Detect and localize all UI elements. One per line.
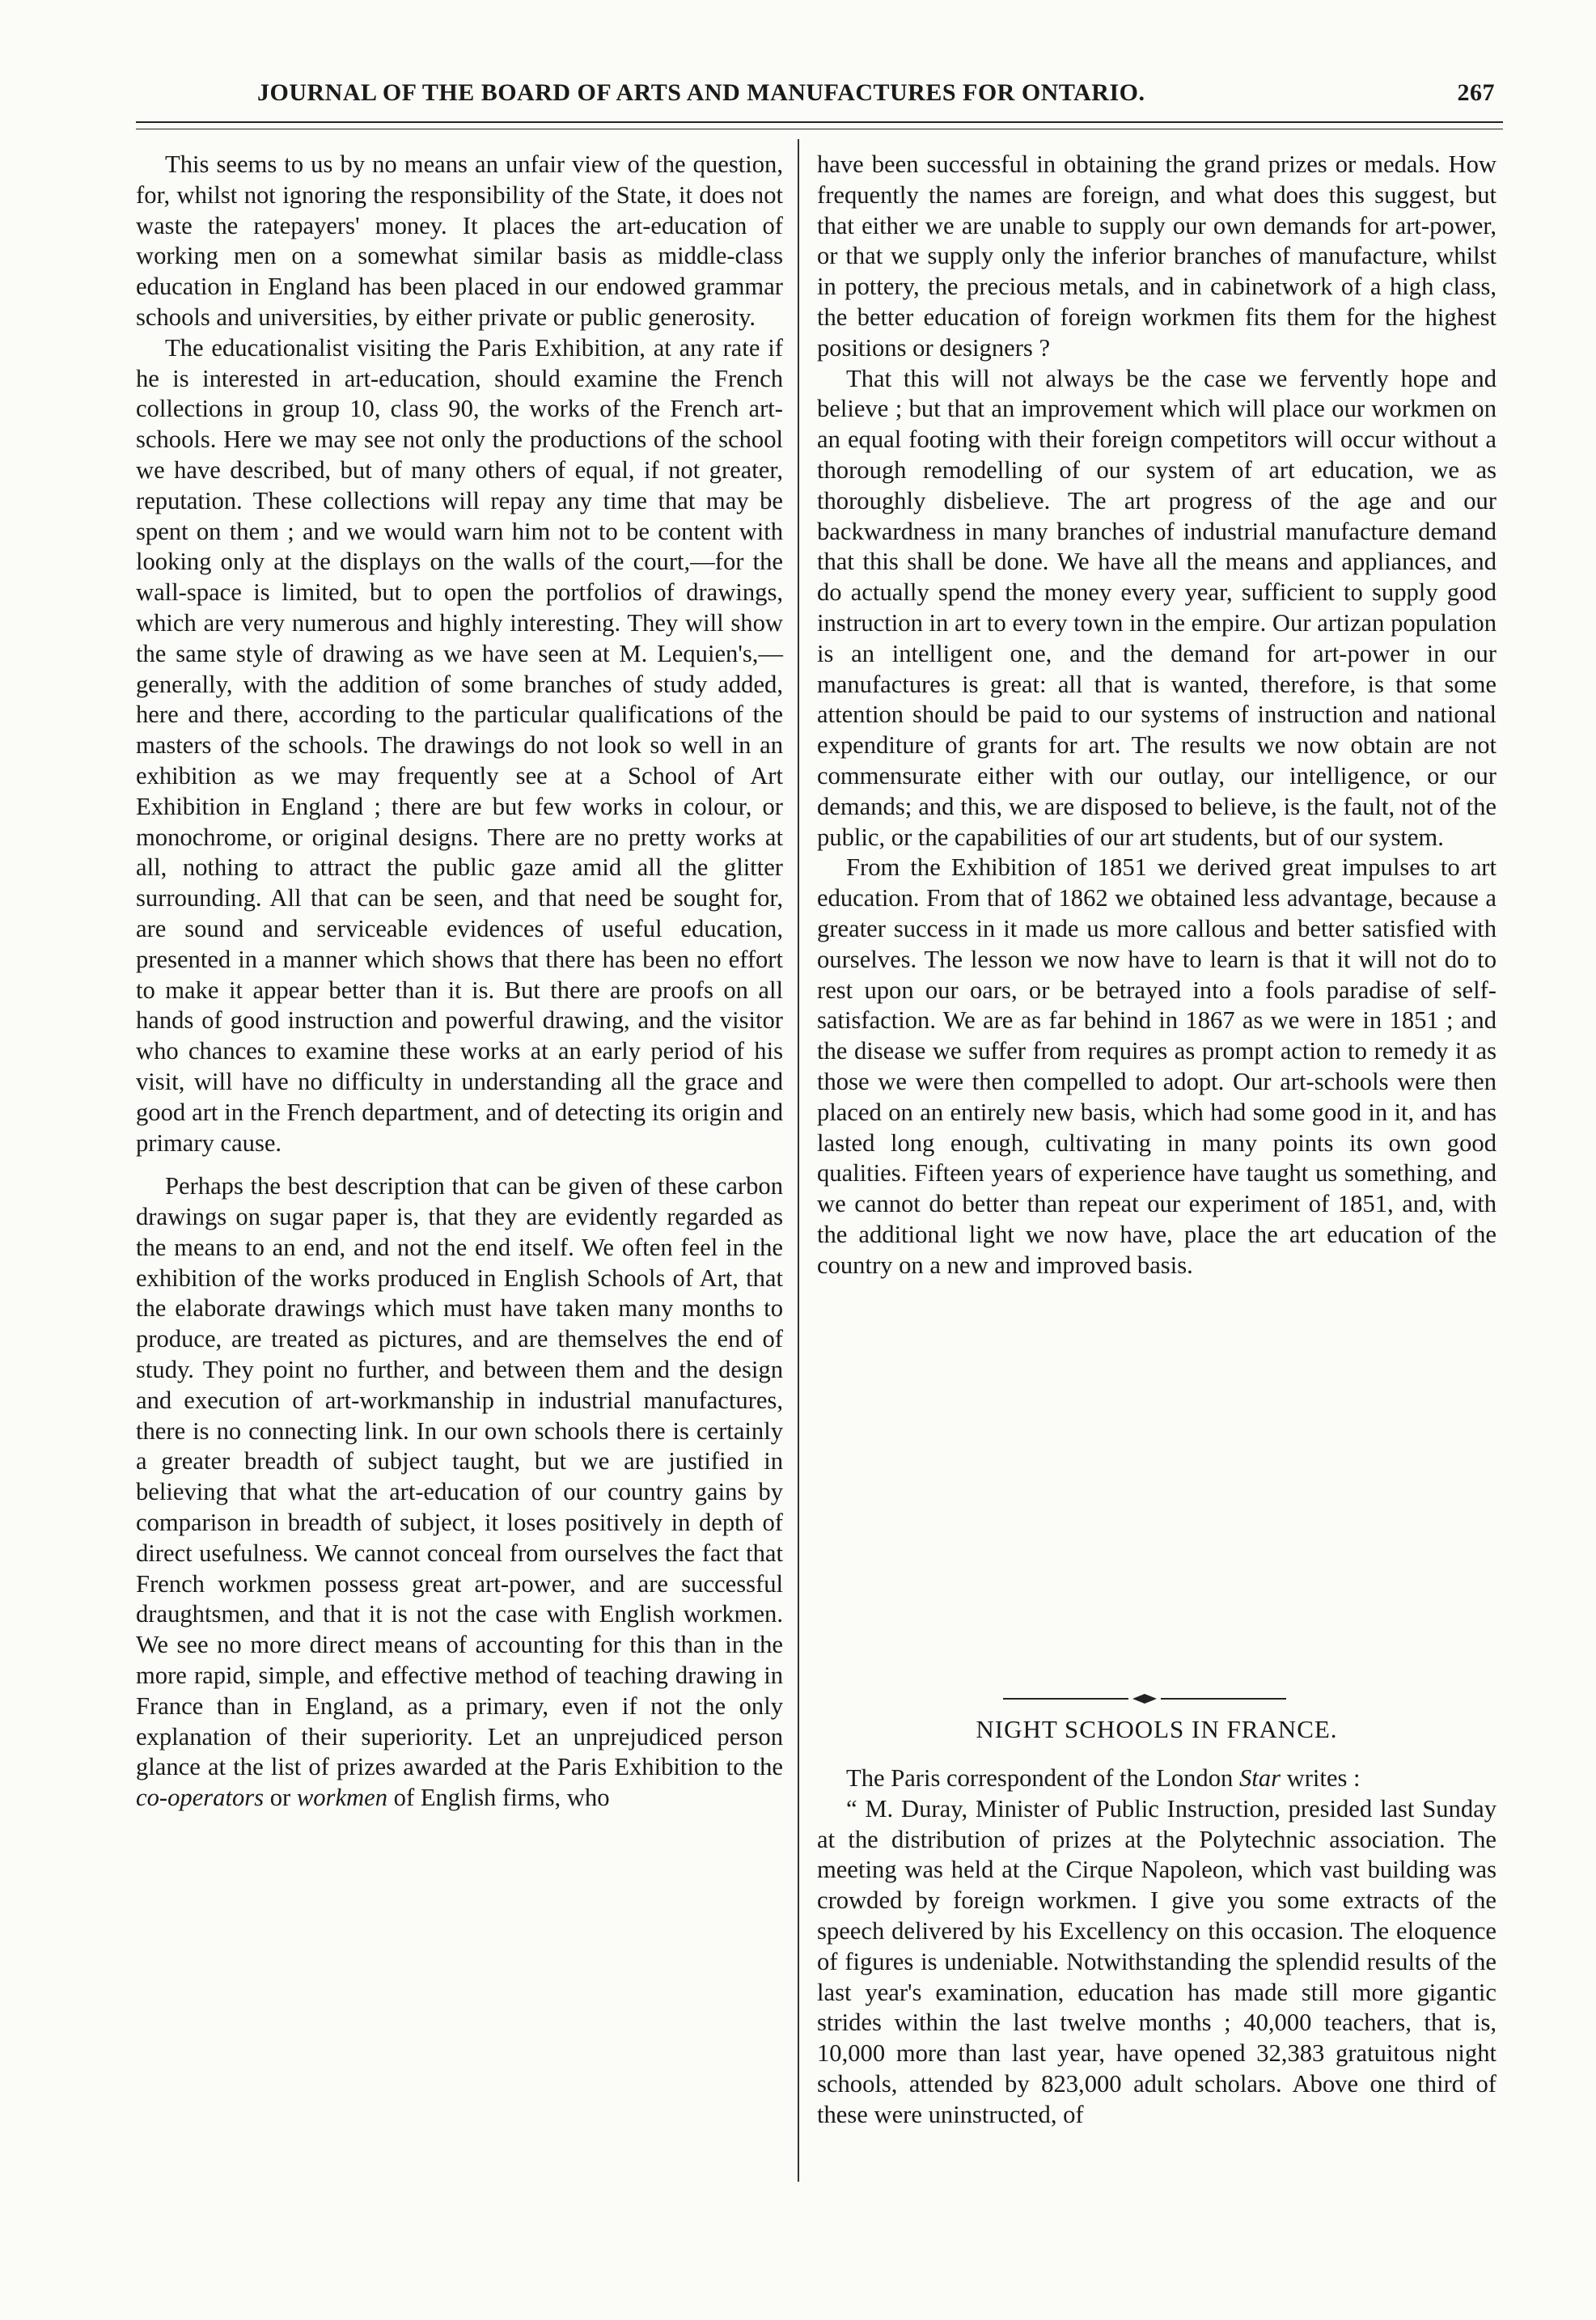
paragraph: Perhaps the best description that can be given of these carbon drawings on sugar paper is, that they are evidently regarded as the means to an end, and not the end itself. We often feel in the exhibition of the works produced in English Schools of Art, that the elaborate drawings which must have taken many months to produce, are treated as pictures, and are themselves the end of study. They point no further, and between them and the design and execution of art-workmanship in industrial manufactures, there is no connecting link. In our own schools there is certainly a greater breadth of subject taught, but we are justified in believing that what the art-education of our country gains by comparison in breadth of subject, it loses positively in depth of direct usefulness. We cannot conceal from ourselves the fact that French workmen possess great art-power, and are successful draughtsmen, and that it is not the case with English workmen. We see no more direct means of accounting for this than in the more rapid, simple, and effective method of teaching drawing in France than in England, as a primary, even if not the only explanation of their superiority. Let an unprejudiced person glance at the list of prizes awarded at the Paris Exhibition to the co-operators or workmen of English firms, who (136, 1172, 783, 1812)
emphasis: workmen (296, 1784, 388, 1812)
emphasis: co-operators (136, 1784, 265, 1812)
right-column (817, 150, 1497, 1281)
paragraph: The educationalist visiting the Paris Exhibition, at any rate if he is interested in art-education, should examine the French collections in group 10, class 90, the works of the French art-schools. Here we may see not only the productions of the school we have described, but of many others of equal, if not greater, reputation. These collections will repay any time that may be spent on them ; and we would warn him not to be content with looking only at the displays on the walls of the court,—for the wall-space is limited, but to open the portfolios of drawings, which are very numerous and highly interesting. They will show the same style of drawing as we have seen at M. Lequien's,—generally, with the addition of some branches of study added, here and there, according to the particular qualifications of the masters of the schools. The drawings do not look so well in an exhibition as we may frequently see at a School of Art Exhibition in England ; there are but few works in colour, or monochrome, or original designs. There are no pretty works at all, nothing to attract the public gaze amid all the glitter surrounding. All that can be seen, and that need be sought for, are sound and serviceable evidences of useful education, presented in a manner which shows that there has been no effort to make it appear better than it is. But there are proofs on all hands of good instruction and powerful drawing, and the visitor who chances to examine these works at an early period of his visit, will have no difficulty in understanding all the grace and good art in the French department, and of detecting its origin and primary cause. (136, 333, 783, 1157)
left-column (136, 150, 783, 1814)
section-separator (1003, 1693, 1286, 1704)
newspaper-name: Star (1238, 1764, 1281, 1792)
paragraph: This seems to us by no means an unfair view of the question, for, whilst not ignoring the responsibility of the State, it does not waste the ratepayers' money. It places the art-education of working men on a somewhat similar basis as middle-class education in England has been placed in our endowed grammar schools and universities, by either private or public generosity. (136, 150, 783, 331)
paragraph: That this will not always be the case we fervently hope and believe ; but that an improvement which will place our workmen on an equal footing with their foreign competitors will occur without a thorough remodelling of our system of art education, we as thoroughly disbelieve. The art progress of the age and our backwardness in many branches of industrial manufacture demand that this shall be done. We have all the means and appliances, and do actually spend the money every year, sufficient to supply good instruction in art to every town in the empire. Our artizan population is an intelligent one, and the demand for art-power in our manufactures is great: all that is wanted, therefore, is that some attention should be paid to our systems of instruction and national expenditure of grants for art. The results we now obtain are not commensurate either with our outlay, our intelligence, or our demands; and this, we are disposed to believe, is the fault, not of the public, or the capabilities of our art students, but of our system. (817, 364, 1497, 851)
paragraph: From the Exhibition of 1851 we derived great impulses to art education. From that of 1862 we obtained less advantage, because a greater success in it made us more callous and better satisfied with ourselves. The lesson we now have to learn is that it will not do to rest upon our oars, or be betrayed into a fools paradise of self-satisfaction. We are as far behind in 1867 as we were in 1851 ; and the disease we suffer from requires as prompt action to remedy it as those we were then compelled to adopt. Our art-schools were then placed on an entirely new basis, which had some good in it, and has lasted long enough, cultivating in many points its own good qualities. Fifteen years of experience have taught us something, and we cannot do better than repeat our experiment of 1851, and, with the additional light we now have, place the art education of the country on a new and improved basis. (817, 853, 1497, 1279)
column-divider (798, 139, 799, 2182)
paragraph: have been successful in obtaining the grand prizes or medals. How frequently the names are foreign, and what does this suggest, but that either we are unable to supply our own demands for art-power, or that we supply only the inferior branches of manufacture, whilst in pottery, the precious metals, and in cabinetwork of a high class, the better education of foreign workmen fits them for the highest positions or designers ? (817, 150, 1497, 362)
section-title: NIGHT SCHOOLS IN FRANCE. (976, 1715, 1338, 1743)
running-title: JOURNAL OF THE BOARD OF ARTS AND MANUFACTURES FOR ONTARIO. (257, 79, 1145, 106)
article-body (817, 1763, 1497, 2131)
running-header (243, 79, 1537, 112)
header-rule (136, 121, 1503, 123)
paragraph: “ M. Duray, Minister of Public Instruction, presided last Sunday at the distribution of prizes at the Polytechnic association. The meeting was held at the Cirque Napoleon, which vast building was crowded by foreign workmen. I give you some extracts of the speech delivered by his Excellency on this occasion. The eloquence of figures is undeniable. Notwithstanding the splendid results of the last year's examination, education has made still more gigantic strides within the last twelve months ; 40,000 teachers, that is, 10,000 more than last year, have opened 32,383 gratuitous night schools, attended by 823,000 adult scholars. Above one third of these were uninstructed, of (817, 1794, 1497, 2128)
page-number: 267 (1457, 79, 1495, 106)
paragraph: The Paris correspondent of the London Star writes : (846, 1764, 1361, 1792)
